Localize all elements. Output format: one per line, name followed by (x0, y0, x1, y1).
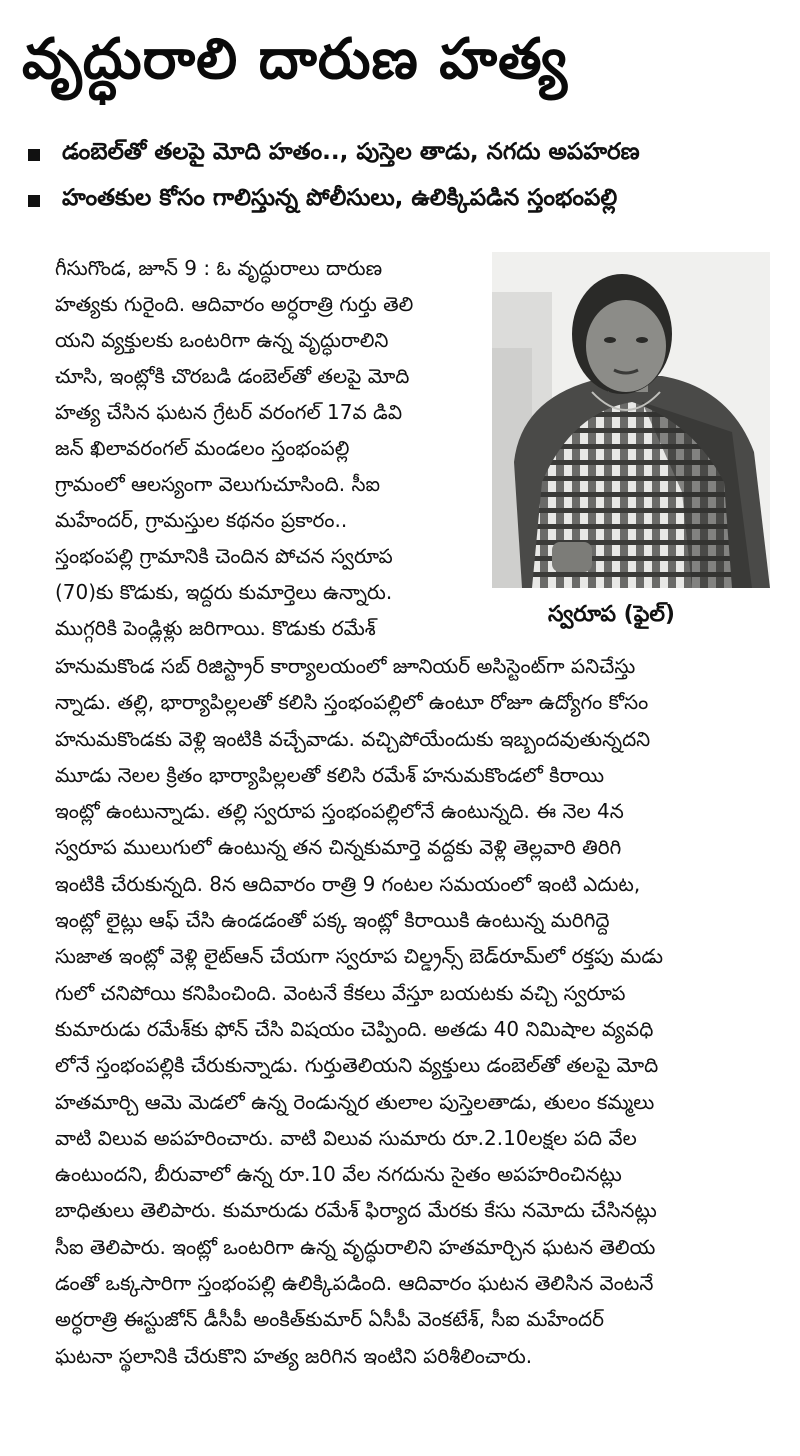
article-line: స్వరూప ములుగులో ఉంటున్న తన చిన్నకుమార్తె వద్దకు వెళ్లి తెల్లవారి తిరిగి (55, 835, 622, 860)
article-line: సుజాత ఇంట్లో వెళ్లి లైట్‌ఆన్ చేయగా స్వరూప చిల్డ్రన్స్ బెడ్‌రూమ్‌లో రక్తపు మడు (55, 944, 664, 969)
headline: వృద్ధురాలి దారుణ హత్య (22, 27, 568, 92)
article-line: న్నాడు. తల్లి, భార్యాపిల్లలతో కలిసి స్తంభంపల్లిలో ఉంటూ రోజూ ఉద్యోగం కోసం (55, 690, 649, 715)
article-line: జన్ ఖిలావరంగల్ మండలం స్తంభంపల్లి (55, 436, 350, 460)
article-line: హనుమకొండకు వెళ్లి ఇంటికి వచ్చేవాడు. వచ్చిపోయేందుకు ఇబ్బందవుతున్నదని (55, 726, 651, 751)
bullet-square-icon (28, 149, 40, 161)
article-line: గులో చనిపోయి కనిపించింది. వెంటనే కేకలు వేస్తూ బయటకు వచ్చి స్వరూప (55, 980, 626, 1005)
subheadline-text: హంతకుల కోసం గాలిస్తున్న పోలీసులు, ఉలిక్కిపడిన స్తంభంపల్లి (62, 185, 618, 211)
article-line: చూసి, ఇంట్లోకి చొరబడి డంబెల్‌తో తలపై మోది (55, 364, 410, 388)
article-line: కుమారుడు రమేశ్‌కు ఫోన్ చేసి విషయం చెప్పింది. అతడు 40 నిమిషాల వ్యవధి (55, 1016, 654, 1041)
article-line: గీసుగొండ, జూన్ 9 : ఓ వృద్ధురాలు దారుణ (55, 256, 383, 280)
subheadline-text: డంబెల్‌తో తలపై మోది హతం.., పుస్తెల తాడు, నగదు అపహరణ (62, 139, 640, 165)
article-line: డంతో ఒక్కసారిగా స్తంభంపల్లి ఉలిక్కిపడింది. ఆదివారం ఘటన తెలిసిన వెంటనే (55, 1271, 654, 1296)
article-line: హత్య చేసిన ఘటన గ్రేటర్ వరంగల్ 17వ డివి (55, 400, 403, 424)
article-line: ఇంటికి చేరుకున్నది. 8న ఆదివారం రాత్రి 9 గంటల సమయంలో ఇంటి ఎదుట, (55, 871, 641, 896)
article-line: హతమార్చి ఆమె మెడలో ఉన్న రెండున్నర తులాల పుస్తెలతాడు, తులం కమ్మలు (55, 1089, 655, 1114)
article-line: లోనే స్తంభంపల్లికి చేరుకున్నాడు. గుర్తుతెలియని వ్యక్తులు డంబెల్‌తో తలపై మోది (55, 1053, 659, 1078)
article-line: సీఐ తెలిపారు. ఇంట్లో ఒంటరిగా ఉన్న వృద్ధురాలిని హతమార్చిన ఘటన తెలియ (55, 1234, 656, 1259)
subheadline-list (28, 132, 788, 224)
article-line: అర్ధరాత్రి ఈస్టుజోన్ డీసీపీ అంకిత్‌కుమార్ ఏసీపీ వెంకటేశ్, సీఐ మహేందర్ (55, 1307, 604, 1332)
subheadline-item (28, 132, 788, 178)
subheadline-item (28, 178, 788, 224)
article-line: వాటి విలువ అపహరించారు. వాటి విలువ సుమారు రూ.2.10లక్షల పది వేల (55, 1125, 637, 1150)
article-body (55, 648, 785, 1374)
article-line: మహేందర్, గ్రామస్తుల కథనం ప్రకారం.. (55, 508, 348, 532)
article-line: గ్రామంలో ఆలస్యంగా వెలుగుచూసింది. సీఐ (55, 472, 381, 496)
article-line: ఇంట్లో ఉంటున్నాడు. తల్లి స్వరూప స్తంభంపల్లిలోనే ఉంటున్నది. ఈ నెల 4న (55, 799, 624, 824)
article-line: హత్యకు గురైంది. ఆదివారం అర్ధరాత్రి గుర్తు తెలి (55, 292, 414, 316)
article-line: ఉంటుందని, బీరువాలో ఉన్న రూ.10 వేల నగదును సైతం అపహరించినట్లు (55, 1162, 622, 1187)
article-lead (55, 250, 475, 646)
article-line: ఇంట్లో లైట్లు ఆఫ్ చేసి ఉండడంతో పక్క ఇంట్లో కిరాయికి ఉంటున్న మరిగిద్దె (55, 908, 610, 933)
article-line: హనుమకొండ సబ్ రిజిస్ట్రార్ కార్యాలయంలో జూనియర్ అసిస్టెంట్‌గా పనిచేస్తు (55, 654, 636, 678)
article-line: (70)కు కొడుకు, ఇద్దరు కుమార్తెలు ఉన్నారు. (55, 580, 393, 604)
photo-caption: స్వరూప (ఫైల్) (548, 602, 675, 627)
article-line: మూడు నెలల క్రితం భార్యాపిల్లలతో కలిసి రమేశ్ హనుమకొండలో కిరాయి (55, 762, 605, 787)
victim-photo (492, 252, 770, 588)
article-line: స్తంభంపల్లి గ్రామానికి చెందిన పోచన స్వరూప (55, 544, 393, 568)
article-line: యని వ్యక్తులకు ఒంటరిగా ఉన్న వృద్ధురాలిని (55, 328, 389, 352)
article-line: ఘటనా స్థలానికి చేరుకొని హత్య జరిగిన ఇంటిని పరిశీలించారు. (55, 1343, 533, 1368)
bullet-square-icon (28, 195, 40, 207)
article-line: ముగ్గరికి పెండ్లిళ్లు జరిగాయి. కొడుకు రమేశ్ (55, 616, 376, 640)
article-line: బాధితులు తెలిపారు. కుమారుడు రమేశ్ ఫిర్యాద మేరకు కేసు నమోదు చేసినట్లు (55, 1198, 657, 1223)
